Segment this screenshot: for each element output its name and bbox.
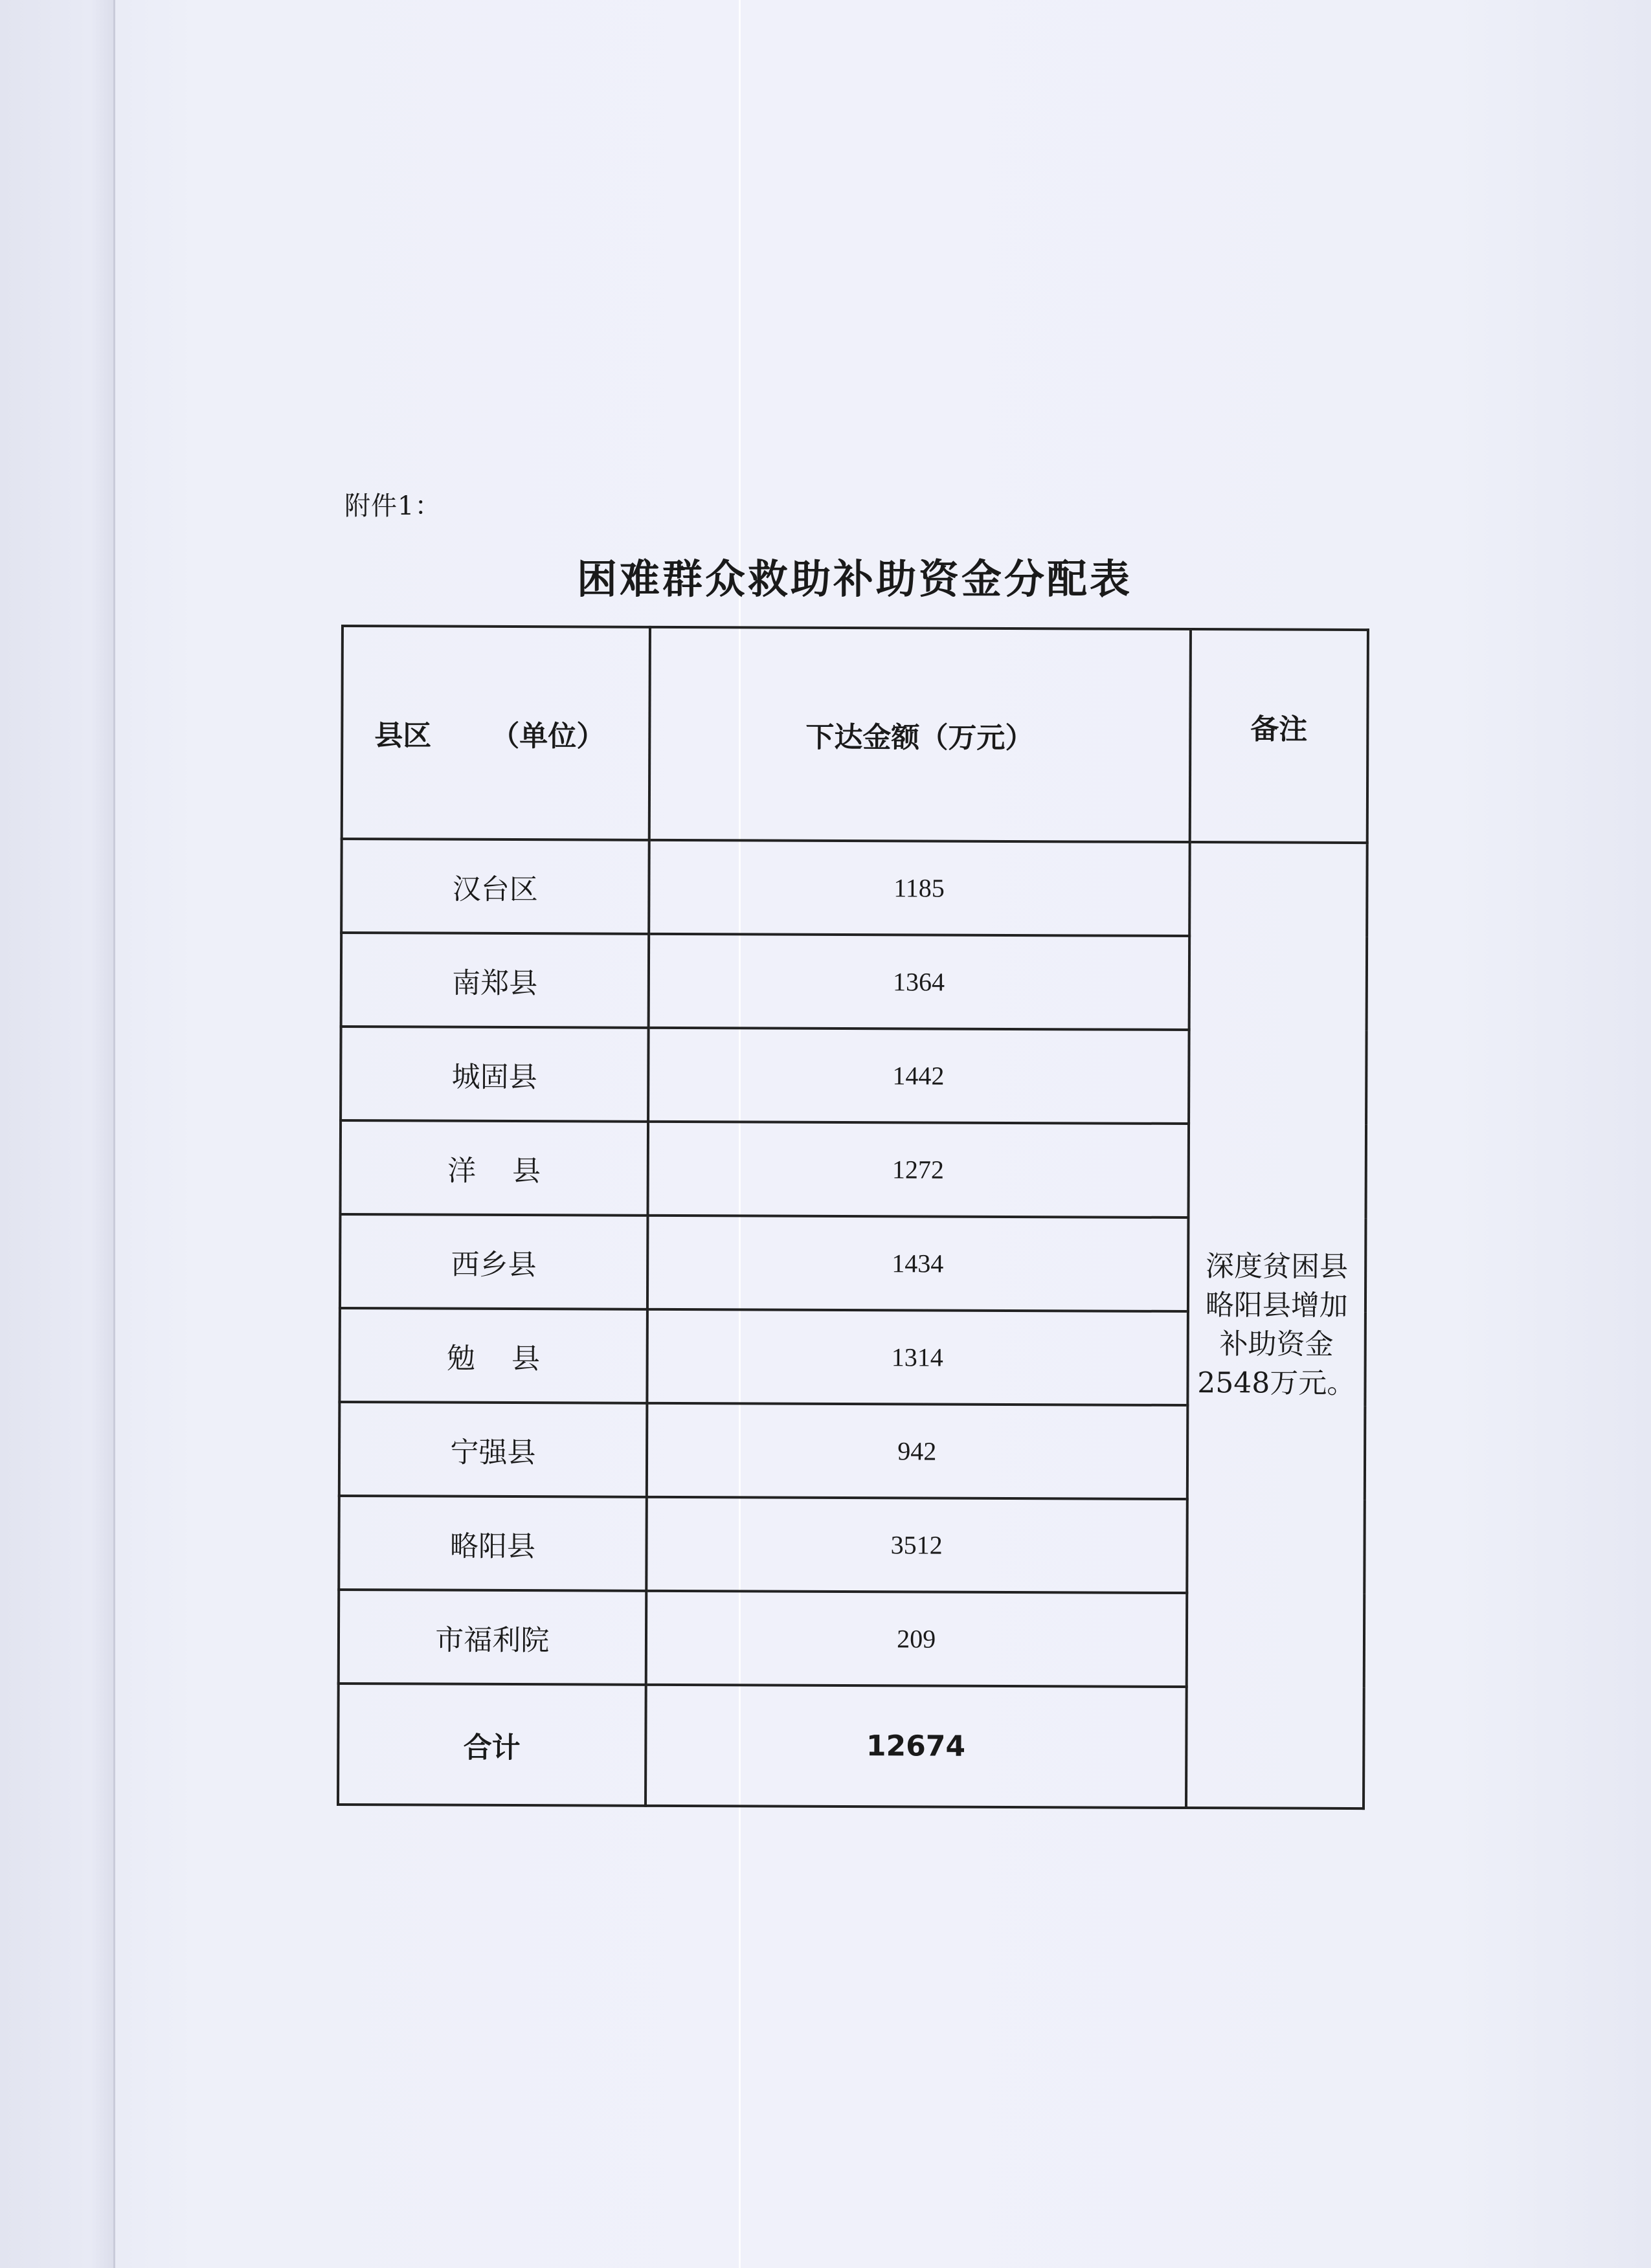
allocation-table (337, 625, 1369, 1810)
amount-cell: 942 (647, 1403, 1187, 1499)
table-header-row (342, 626, 1368, 843)
header-amount: 下达金额（万元） (649, 627, 1190, 842)
total-amount: 12674 (646, 1685, 1187, 1808)
amount-cell: 1314 (647, 1309, 1187, 1405)
remark-line: 补助资金 (1219, 1328, 1334, 1361)
county-cell: 南郑县 (341, 933, 649, 1028)
county-cell: 西乡县 (340, 1214, 647, 1309)
header-remark: 备注 (1189, 629, 1368, 843)
amount-cell: 1434 (647, 1216, 1188, 1311)
header-county: 县区 （单位） (342, 626, 650, 840)
county-cell: 洋 县 (341, 1120, 648, 1216)
county-cell: 城固县 (341, 1027, 648, 1122)
total-label: 合计 (338, 1684, 646, 1806)
county-cell: 略阳县 (339, 1496, 646, 1591)
attachment-label: 附件1： (344, 491, 442, 521)
county-cell: 勉 县 (339, 1308, 647, 1403)
remark-line: 2548万元。 (1197, 1366, 1356, 1401)
amount-cell: 3512 (646, 1497, 1187, 1593)
remark-cell (1186, 842, 1367, 1808)
document-title: 困难群众救助补助资金分配表 (576, 555, 1132, 603)
remark-line: 略阳县增加 (1205, 1289, 1348, 1322)
amount-cell: 1272 (647, 1122, 1188, 1217)
amount-cell: 209 (646, 1591, 1186, 1687)
county-cell: 市福利院 (339, 1590, 646, 1685)
county-cell: 宁强县 (339, 1402, 647, 1497)
county-cell: 汉台区 (341, 839, 649, 934)
amount-cell: 1185 (649, 840, 1189, 936)
page-binding-edge (0, 0, 115, 2268)
table-row (341, 839, 1367, 937)
amount-cell: 1364 (648, 934, 1189, 1030)
remark-line: 深度贫困县 (1205, 1250, 1349, 1284)
amount-cell: 1442 (648, 1028, 1189, 1124)
